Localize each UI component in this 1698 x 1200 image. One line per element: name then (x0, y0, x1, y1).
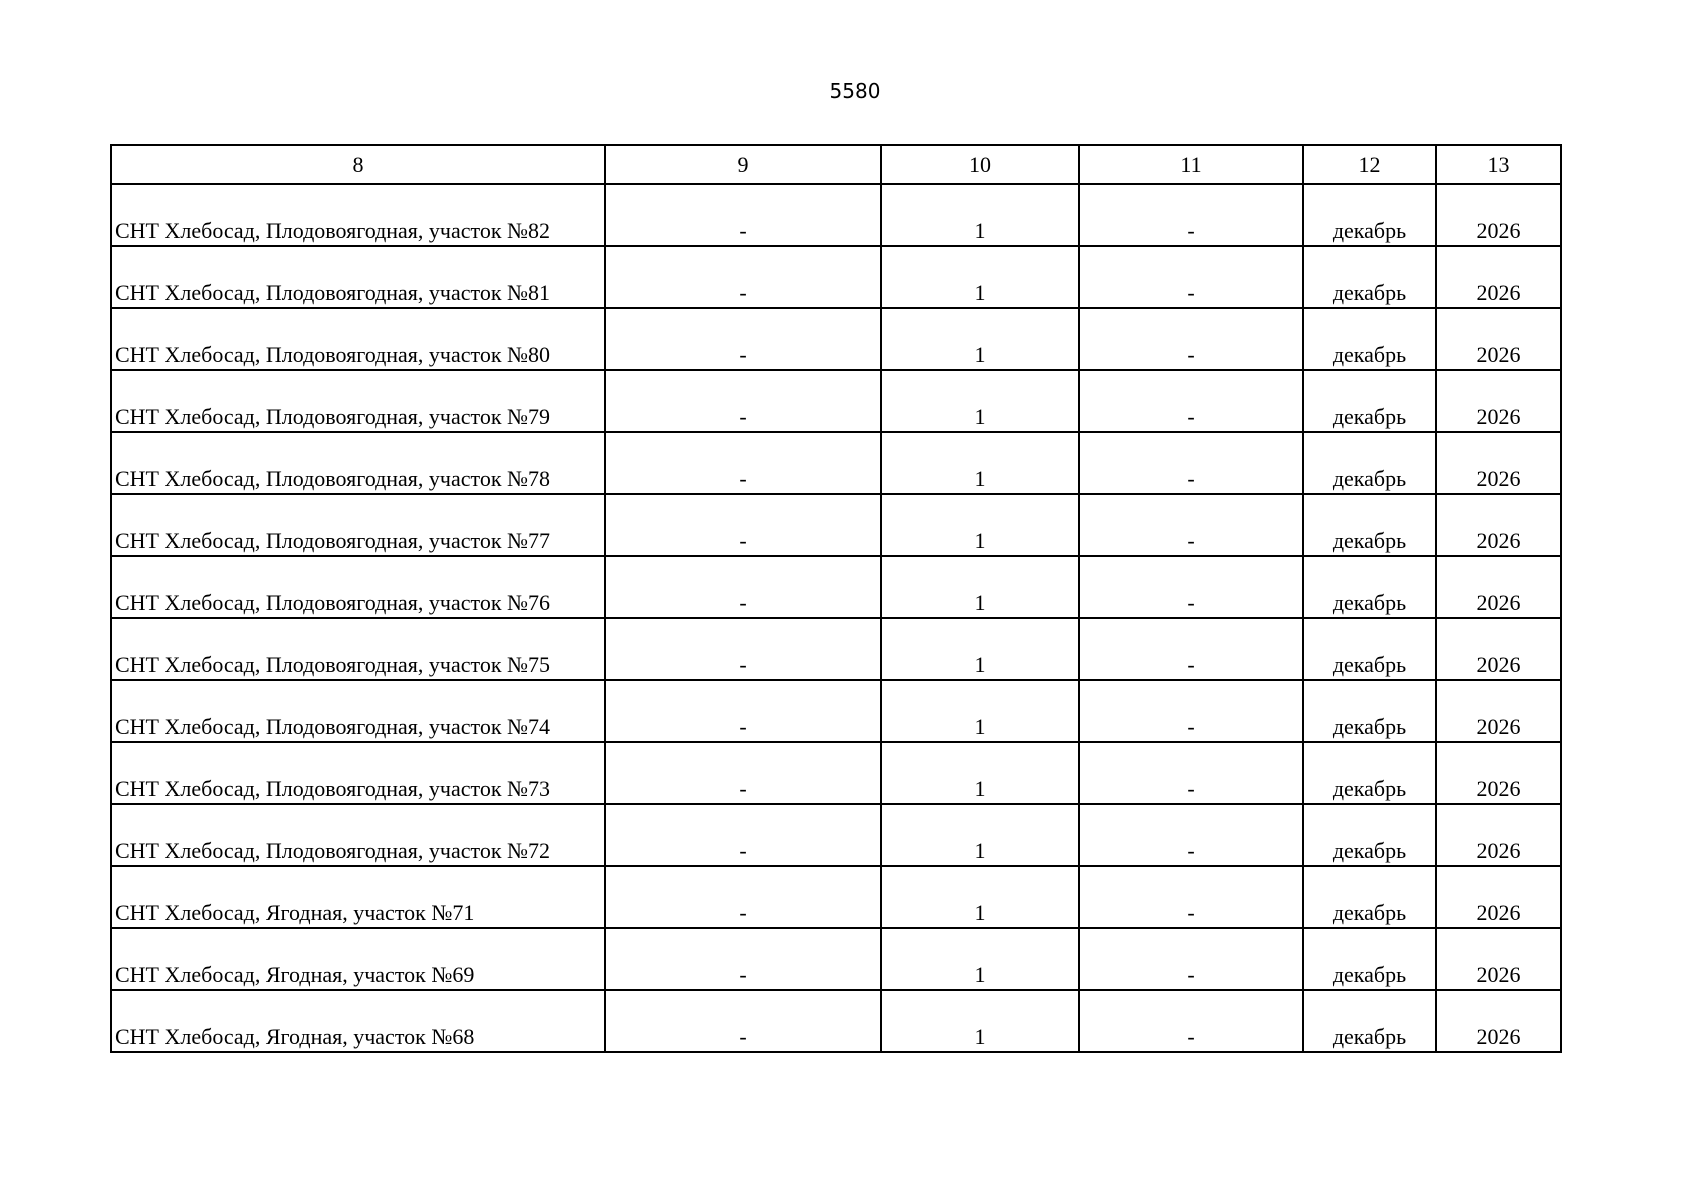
table-cell: 1 (881, 618, 1079, 680)
table-cell: СНТ Хлебосад, Плодовоягодная, участок №79 (111, 370, 605, 432)
table-cell: - (1079, 680, 1303, 742)
table-cell: 1 (881, 556, 1079, 618)
table-cell: - (1079, 556, 1303, 618)
table-cell: - (605, 804, 881, 866)
table-cell: 1 (881, 494, 1079, 556)
table-cell: 1 (881, 742, 1079, 804)
table-row (111, 494, 1561, 556)
table-row (111, 246, 1561, 308)
table-cell: 2026 (1436, 928, 1561, 990)
table-cell: декабрь (1303, 184, 1436, 246)
table-cell: - (1079, 866, 1303, 928)
table-cell: 2026 (1436, 246, 1561, 308)
table-cell: 1 (881, 928, 1079, 990)
table-cell: - (1079, 370, 1303, 432)
table-cell: 2026 (1436, 990, 1561, 1052)
table-cell: - (605, 432, 881, 494)
data-table (110, 144, 1562, 1053)
table-cell: - (1079, 494, 1303, 556)
table-cell: - (1079, 990, 1303, 1052)
table-row (111, 804, 1561, 866)
table-cell: - (605, 928, 881, 990)
table-cell: декабрь (1303, 494, 1436, 556)
table-row (111, 618, 1561, 680)
table-cell: - (605, 308, 881, 370)
table-cell: - (1079, 618, 1303, 680)
table-cell: СНТ Хлебосад, Плодовоягодная, участок №72 (111, 804, 605, 866)
column-header: 8 (111, 145, 605, 184)
table-row (111, 928, 1561, 990)
table-cell: 1 (881, 804, 1079, 866)
table-cell: СНТ Хлебосад, Ягодная, участок №71 (111, 866, 605, 928)
table-cell: 2026 (1436, 742, 1561, 804)
table-cell: СНТ Хлебосад, Ягодная, участок №69 (111, 928, 605, 990)
table-cell: декабрь (1303, 246, 1436, 308)
table-cell: 2026 (1436, 432, 1561, 494)
table-cell: - (605, 556, 881, 618)
table-cell: - (605, 494, 881, 556)
table-cell: СНТ Хлебосад, Плодовоягодная, участок №75 (111, 618, 605, 680)
column-header: 13 (1436, 145, 1561, 184)
table-cell: - (605, 246, 881, 308)
table-row (111, 990, 1561, 1052)
table-row (111, 680, 1561, 742)
column-header: 11 (1079, 145, 1303, 184)
table-cell: СНТ Хлебосад, Плодовоягодная, участок №78 (111, 432, 605, 494)
table-cell: - (1079, 804, 1303, 866)
table-cell: декабрь (1303, 866, 1436, 928)
table-cell: 2026 (1436, 680, 1561, 742)
table-cell: - (1079, 928, 1303, 990)
table-cell: декабрь (1303, 432, 1436, 494)
table-cell: СНТ Хлебосад, Ягодная, участок №68 (111, 990, 605, 1052)
table-cell: 1 (881, 990, 1079, 1052)
table-cell: СНТ Хлебосад, Плодовоягодная, участок №77 (111, 494, 605, 556)
table-row (111, 370, 1561, 432)
table-cell: - (605, 680, 881, 742)
table-cell: декабрь (1303, 618, 1436, 680)
table-cell: СНТ Хлебосад, Плодовоягодная, участок №80 (111, 308, 605, 370)
table-row (111, 432, 1561, 494)
table-cell: - (605, 184, 881, 246)
table-cell: 1 (881, 680, 1079, 742)
table-cell: 2026 (1436, 804, 1561, 866)
table-cell: 2026 (1436, 618, 1561, 680)
page-number: 5580 (829, 79, 881, 103)
table-cell: - (1079, 308, 1303, 370)
table-cell: - (1079, 246, 1303, 308)
table-cell: декабрь (1303, 680, 1436, 742)
table-row (111, 308, 1561, 370)
table-cell: - (605, 618, 881, 680)
table-cell: - (605, 742, 881, 804)
table-cell: СНТ Хлебосад, Плодовоягодная, участок №74 (111, 680, 605, 742)
table-body (111, 184, 1561, 1052)
table-cell: декабрь (1303, 370, 1436, 432)
table-cell: декабрь (1303, 308, 1436, 370)
table-cell: 1 (881, 246, 1079, 308)
table-cell: 2026 (1436, 866, 1561, 928)
table-cell: - (1079, 432, 1303, 494)
table-header-row (111, 145, 1561, 184)
table-cell: - (605, 990, 881, 1052)
column-header: 10 (881, 145, 1079, 184)
table-cell: - (1079, 184, 1303, 246)
column-header: 9 (605, 145, 881, 184)
table-row (111, 866, 1561, 928)
table-cell: СНТ Хлебосад, Плодовоягодная, участок №81 (111, 246, 605, 308)
table-row (111, 556, 1561, 618)
table-cell: 1 (881, 866, 1079, 928)
table-cell: - (1079, 742, 1303, 804)
table-cell: - (605, 370, 881, 432)
table-cell: СНТ Хлебосад, Плодовоягодная, участок №82 (111, 184, 605, 246)
table-cell: декабрь (1303, 742, 1436, 804)
table-cell: - (605, 866, 881, 928)
table-cell: декабрь (1303, 990, 1436, 1052)
table-row (111, 184, 1561, 246)
table-cell: декабрь (1303, 804, 1436, 866)
table-cell: декабрь (1303, 556, 1436, 618)
column-header: 12 (1303, 145, 1436, 184)
table-cell: СНТ Хлебосад, Плодовоягодная, участок №73 (111, 742, 605, 804)
table-cell: 1 (881, 184, 1079, 246)
table-cell: 2026 (1436, 184, 1561, 246)
table-cell: 1 (881, 308, 1079, 370)
table-cell: 2026 (1436, 308, 1561, 370)
table-cell: 2026 (1436, 370, 1561, 432)
table-cell: 2026 (1436, 494, 1561, 556)
table-cell: 2026 (1436, 556, 1561, 618)
table-cell: 1 (881, 432, 1079, 494)
table-row (111, 742, 1561, 804)
table-cell: 1 (881, 370, 1079, 432)
table-cell: СНТ Хлебосад, Плодовоягодная, участок №76 (111, 556, 605, 618)
table-cell: декабрь (1303, 928, 1436, 990)
